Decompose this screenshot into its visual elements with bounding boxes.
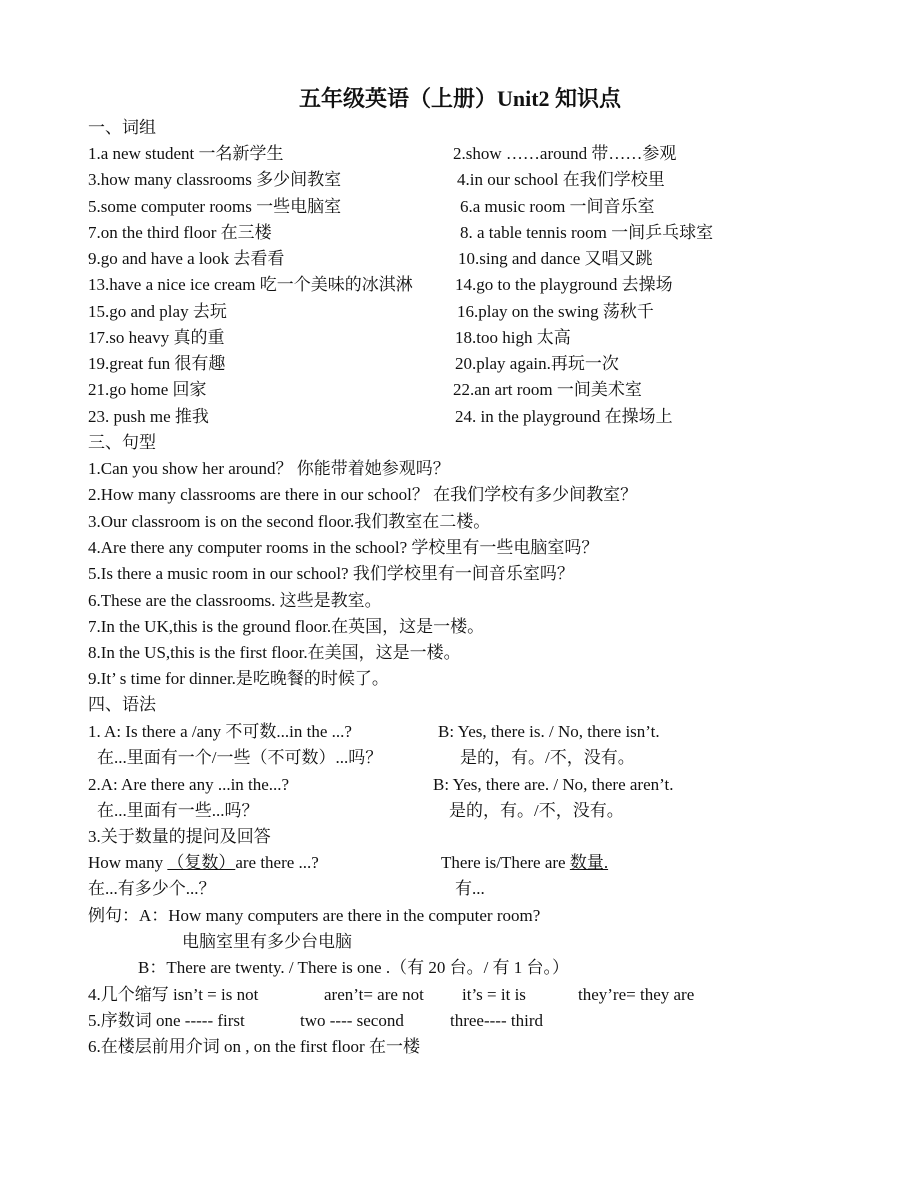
grammar-subheading: 3.关于数量的提问及回答: [88, 827, 271, 846]
phrase-item: 18.too high 太高: [455, 328, 571, 347]
phrase-item: 5.some computer rooms 一些电脑室: [88, 197, 342, 216]
example-answer: B：There are twenty. / There is one .（有 20 台。/ 有 1 台。）: [138, 958, 570, 977]
grammar-question: 2.A: Are there any ...in the...?: [88, 775, 290, 794]
phrase-item: 17.so heavy 真的重: [88, 328, 225, 347]
phrase-item: 1.a new student 一名新学生: [88, 144, 284, 163]
contraction-item: it’s = it is: [462, 985, 526, 1004]
grammar-answer: B: Yes, there is. / No, there isn’t.: [438, 722, 660, 741]
underlined-placeholder: 数量.: [569, 853, 609, 872]
phrase-item: 15.go and play 去玩: [88, 302, 227, 321]
grammar-answer: [441, 851, 608, 875]
sentence-item: 1.Can you show her around？ 你能带着她参观吗？: [88, 459, 450, 478]
grammar-answer-cn: 是的，有。/不，没有。: [460, 748, 635, 767]
grammar-question: [88, 851, 319, 875]
sentence-item: 6.These are the classrooms. 这些是教室。: [88, 591, 382, 610]
contraction-item: they’re= they are: [578, 985, 695, 1004]
phrase-item: 10.sing and dance 又唱又跳: [458, 249, 653, 268]
sentence-item: 5.Is there a music room in our school? 我们学校里有一间音乐室吗？: [88, 564, 574, 583]
phrase-item: 4.in our school 在我们学校里: [457, 170, 665, 189]
contraction-item: aren’t= are not: [324, 985, 424, 1004]
grammar-answer: B: Yes, there are. / No, there aren’t.: [433, 775, 674, 794]
ordinal-label: 5.序数词 one ----- first: [88, 1011, 245, 1030]
question-suffix: are there ...?: [235, 853, 319, 872]
phrase-item: 16.play on the swing 荡秋千: [457, 302, 654, 321]
section-heading-phrases: 一、词组: [88, 118, 156, 137]
grammar-question-cn: 在...有多少个...？: [88, 879, 216, 898]
phrase-item: 22.an art room 一间美术室: [453, 380, 642, 399]
ordinal-item: three---- third: [450, 1011, 543, 1030]
phrase-item: 23. push me 推我: [88, 407, 209, 426]
sentence-item: 8.In the US,this is the first floor.在美国，这是一楼。: [88, 643, 461, 662]
example-question: 例句：A：How many computers are there in the computer room?: [88, 906, 541, 925]
phrase-item: 20.play again.再玩一次: [455, 354, 619, 373]
sentence-item: 4.Are there any computer rooms in the school? 学校里有一些电脑室吗？: [88, 538, 599, 557]
phrase-item: 9.go and have a look 去看看: [88, 249, 285, 268]
phrase-item: 21.go home 回家: [88, 380, 207, 399]
phrase-item: 19.great fun 很有趣: [88, 354, 226, 373]
contraction-label: 4.几个缩写 isn’t = is not: [88, 985, 259, 1004]
question-prefix: How many: [88, 853, 168, 872]
phrase-item: 13.have a nice ice cream 吃一个美味的冰淇淋: [88, 275, 413, 294]
grammar-question-cn: 在...里面有一些...吗？: [97, 801, 259, 820]
ordinal-item: two ---- second: [300, 1011, 404, 1030]
grammar-answer-cn: 是的，有。/不，没有。: [449, 801, 624, 820]
underlined-placeholder: （复数）: [167, 853, 236, 872]
grammar-answer-cn: 有...: [455, 879, 485, 898]
sentence-item: 7.In the UK,this is the ground floor.在英国，这是一楼。: [88, 617, 485, 636]
section-heading-sentences: 三、句型: [88, 433, 156, 452]
phrase-item: 8. a table tennis room 一间乒乓球室: [460, 223, 714, 242]
answer-prefix: There is/There are: [441, 853, 570, 872]
preposition-note: 6.在楼层前用介词 on , on the first floor 在一楼: [88, 1037, 420, 1056]
sentence-item: 3.Our classroom is on the second floor.我们教室在二楼。: [88, 512, 491, 531]
phrase-item: 24. in the playground 在操场上: [455, 407, 673, 426]
example-question-cn: 电脑室里有多少台电脑: [182, 932, 352, 951]
phrase-item: 6.a music room 一间音乐室: [460, 197, 655, 216]
section-heading-grammar: 四、语法: [88, 695, 156, 714]
phrase-item: 7.on the third floor 在三楼: [88, 223, 272, 242]
phrase-item: 14.go to the playground 去操场: [455, 275, 673, 294]
phrase-item: 3.how many classrooms 多少间教室: [88, 170, 342, 189]
phrase-item: 2.show ……around 带……参观: [453, 144, 677, 163]
grammar-question-cn: 在...里面有一个/一些（不可数）...吗？: [97, 748, 383, 767]
grammar-question: 1. A: Is there a /any 不可数...in the ...?: [88, 722, 352, 741]
sentence-item: 2.How many classrooms are there in our school？ 在我们学校有多少间教室？: [88, 485, 638, 504]
sentence-item: 9.It’ s time for dinner.是吃晚餐的时候了。: [88, 669, 389, 688]
page-title: 五年级英语（上册）Unit2 知识点: [298, 86, 622, 111]
